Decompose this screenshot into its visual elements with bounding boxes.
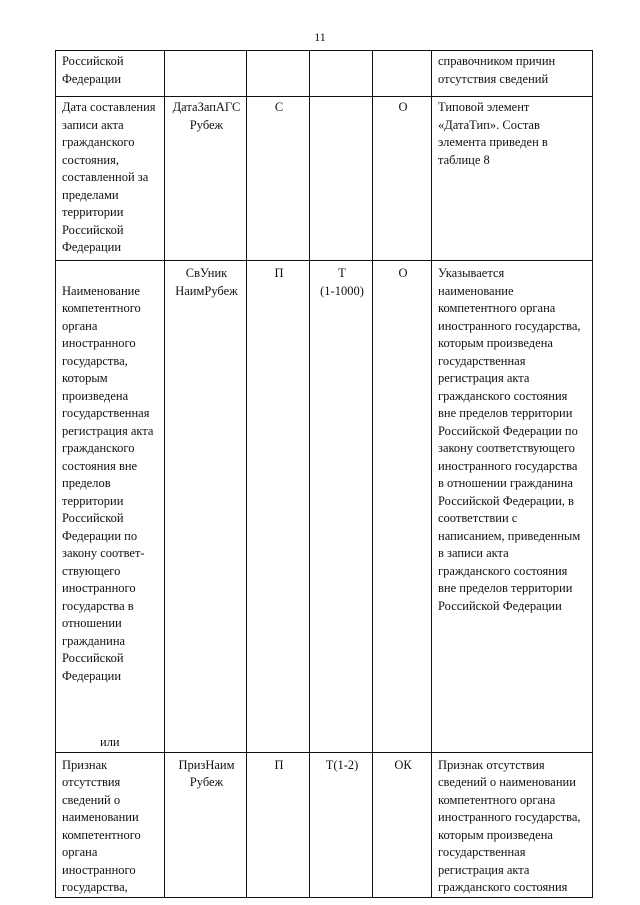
element-format-cell [310, 97, 373, 261]
element-name-cell: Российской Федерации [56, 51, 165, 97]
element-description-cell: справочником причин отсутствия сведений [432, 51, 593, 97]
element-code-cell [165, 51, 247, 97]
element-table [55, 50, 593, 898]
element-required-cell [373, 51, 432, 97]
or-label: или [100, 735, 120, 749]
element-code-cell: ДатаЗапАГС Рубеж [165, 97, 247, 261]
element-format-cell: Т (1-1000) [310, 261, 373, 753]
element-code-cell: ПризНаим Рубеж [165, 752, 247, 897]
element-code-cell: СвУник НаимРубеж [165, 261, 247, 753]
element-type-cell: С [247, 97, 310, 261]
element-format-cell [310, 51, 373, 97]
element-required-cell: О [373, 97, 432, 261]
element-description-cell: Типовой элемент «ДатаТип». Состав элемента приведен в таблице 8 [432, 97, 593, 261]
element-format-cell: Т(1-2) [310, 752, 373, 897]
table-row [56, 752, 593, 897]
element-type-cell [247, 51, 310, 97]
element-name-cell: Признак отсутствия сведений о наименовании компетентного органа иностранного государства, [56, 752, 165, 897]
page-number: 11 [314, 30, 326, 44]
element-description-cell: Указывается наименование компетентного органа иностранного государства, которым произведена государственная регистрация акта гражданского состояния вне пределов территории Российской Федерации по закону соответствующего иностранного государства в отношении гражданина Российской Федерации, в соответствии с написанием, приведенным в записи акта гражданского состояния вне пределов территории Российской Федерации [432, 261, 593, 753]
table-row [56, 51, 593, 97]
element-name-cell: Дата составления записи акта гражданского состояния, составленной за пределами территории Российской Федерации [56, 97, 165, 261]
table-row [56, 261, 593, 753]
element-required-cell: ОК [373, 752, 432, 897]
element-type-cell: П [247, 261, 310, 753]
element-type-cell: П [247, 752, 310, 897]
table-row [56, 97, 593, 261]
element-required-cell: О [373, 261, 432, 753]
element-description-cell: Признак отсутствия сведений о наименовании компетентного органа иностранного государства, которым произведена государственная регистрация акта гражданского состояния [432, 752, 593, 897]
element-name-text: Наименование компетентного органа иностранного государства, которым произведена государственная регистрация акта гражданского состояния вне пределов территории Российской Федерации по закону соответ- ствующего иностранного государства в отношении гражданина Российской Федерации [62, 283, 154, 683]
element-name-cell [56, 261, 165, 753]
